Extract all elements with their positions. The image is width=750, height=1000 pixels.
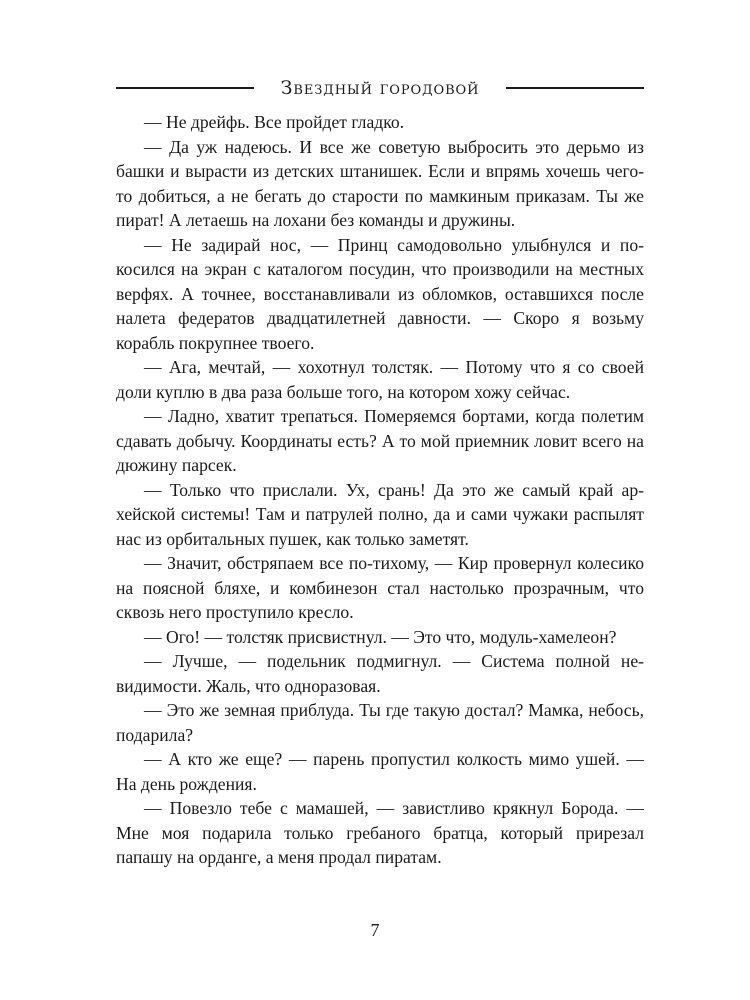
paragraph: — Повезло тебе с мамашей, — завистливо крякнул Борода. — Мне моя подарила только гребаного братца, который прирезал папашу на орданге, а меня продал пиратам. [116, 798, 644, 867]
paragraph: — Ого! — толстяк присвистнул. — Это что, модуль-хамелеон? [144, 626, 617, 647]
paragraph: — Не дрейфь. Все пройдет гладко. [144, 112, 405, 132]
paragraph: — Это же земная приблуда. Ты где такую достал? Мамка, небось, подарила? [116, 700, 644, 745]
page-number: 7 [370, 920, 380, 940]
running-header-title: Звездный городовой [280, 77, 480, 99]
paragraph: — Ага, мечтай, — хохотнул толстяк. — Потому что я со своей доли куплю в два раза больше того, на котором хожу сейчас. [116, 357, 644, 402]
paragraph: — Не задирай нос, — Принц самодовольно улыбнулся и покосился на экран с каталогом посудин, что производили на местных верфях. А точнее, восстанавливали из обломков, оставшихся после налета федератов двадцатилетней давности. — Скоро я возьму корабль покрупнее твоего. [116, 234, 644, 353]
paragraph: — А кто же еще? — парень пропустил колкость мимо ушей. — На день рождения. [116, 749, 644, 794]
paragraph: — Лучше, — подельник подмигнул. — Система полной невидимости. Жаль, что одноразовая. [116, 651, 644, 696]
header-rule-right [506, 87, 644, 89]
paragraph: — Ладно, хватит трепаться. Померяемся бортами, когда полетим сдавать добычу. Координаты есть? А то мой приемник ловит всего на дюжину парсек. [116, 406, 644, 475]
body-text [116, 110, 644, 870]
paragraph: — Только что прислали. Ух, срань! Да это же самый край архейской системы! Там и патрулей полно, да и сами чужаки распылят нас из орбитальных пушек, как только заметят. [116, 479, 644, 549]
paragraph: — Значит, обстряпаем все по-тихому, — Кир провернул колесико на поясной бляхе, и комбинезон стал настолько прозрачным, что сквозь него проступило кресло. [116, 553, 644, 622]
running-header [116, 70, 644, 106]
paragraph: — Да уж надеюсь. И все же советую выбросить это дерьмо из башки и вырасти из детских штанишек. Если и впрямь хочешь чего-то добиться, а не бегать до старости по мамкиным приказам. Ты же пират! А летаешь на лохани без команды и дружины. [116, 136, 644, 230]
header-rule-left [116, 87, 254, 89]
